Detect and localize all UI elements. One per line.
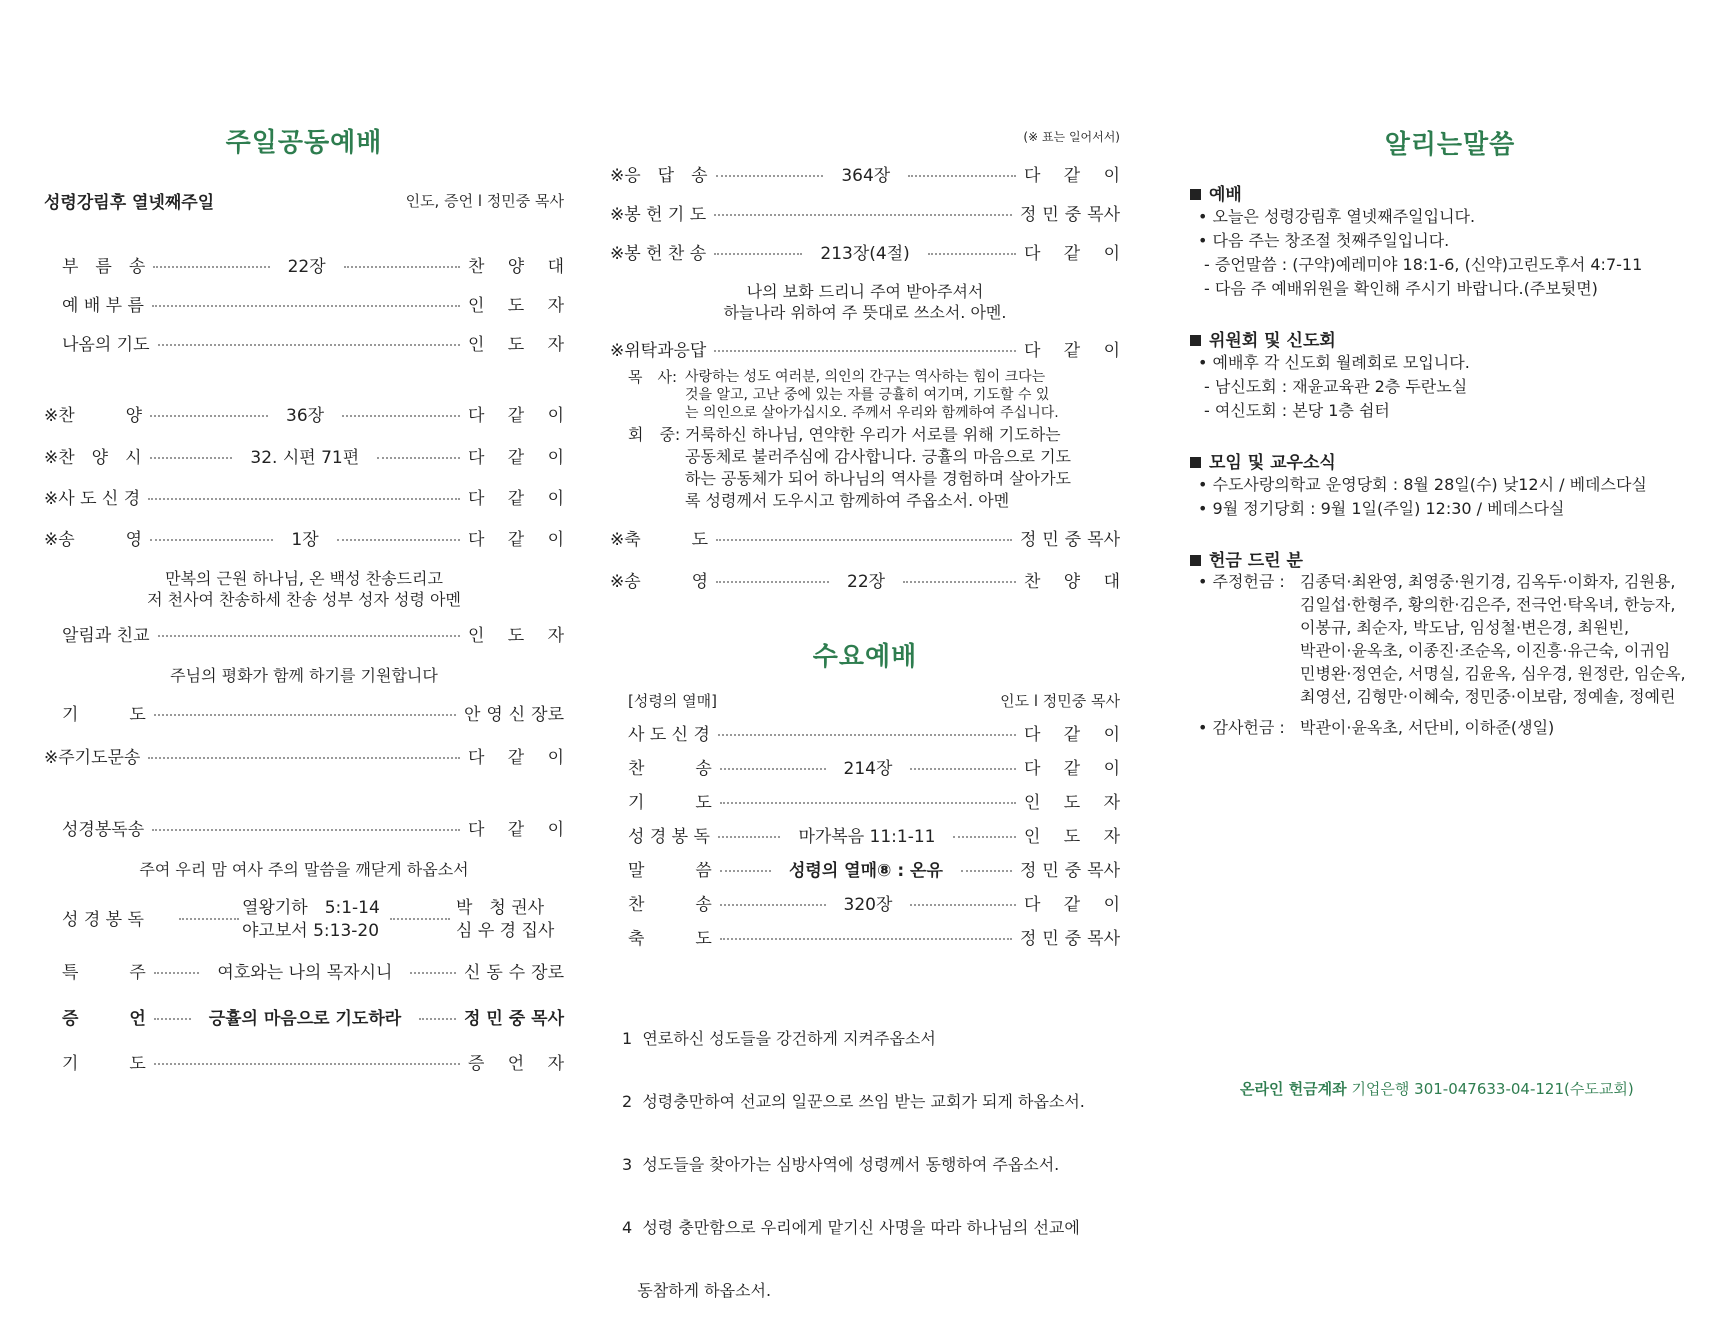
order-leader: 인 도 자	[1024, 792, 1120, 813]
order-label: 기 도	[62, 1053, 146, 1074]
order-detail: 364장	[841, 165, 891, 186]
tithe-names	[1300, 570, 1686, 708]
order-leader: 다 같 이	[468, 488, 564, 509]
tithe-line: 김종덕·최완영, 최영중·원기경, 김옥두·이화자, 김원용,	[1300, 572, 1676, 591]
order-label: 성 경 봉 독	[62, 910, 144, 930]
order-item	[44, 288, 564, 318]
online-account-number: 기업은행 301-047633-04-121(수도교회)	[1351, 1080, 1634, 1098]
order-label: 특 주	[62, 962, 146, 983]
section-heading: 위원회 및 신도회	[1190, 326, 1336, 351]
order-leader: 다 같 이	[1024, 243, 1120, 264]
order-item	[610, 236, 1120, 266]
notice-line: - 여신도회 : 본당 1층 쉼터	[1204, 401, 1390, 420]
order-leader: 찬 양 대	[468, 256, 564, 277]
order-label: 기 도	[628, 792, 712, 813]
order-item	[44, 1001, 564, 1031]
order-leader: 다 같 이	[468, 747, 564, 768]
order-label: 성 경 봉 독	[628, 826, 710, 847]
pastor-label: 목 사:	[628, 368, 678, 386]
order-item	[44, 327, 564, 357]
offering-line: 나의 보화 드리니 주여 받아주셔서	[746, 282, 984, 301]
wednesday-worship-title: 수요예배	[812, 642, 918, 672]
order-item	[44, 955, 564, 985]
order-item	[610, 785, 1120, 815]
order-item	[610, 522, 1120, 552]
order-label: ※사 도 신 경	[44, 488, 141, 509]
prayer-item: 3 성도들을 찾아가는 심방사역에 성령께서 동행하여 주옵소서.	[622, 1155, 1060, 1174]
dots-leader	[179, 918, 239, 920]
order-leader: 다 같 이	[1024, 165, 1121, 186]
order-leader: 다 같 이	[468, 529, 564, 550]
order-label: 증 언	[62, 1008, 146, 1029]
prayer-list	[622, 986, 1085, 1343]
order-item	[44, 1046, 564, 1076]
prayer-item: 4 성령 충만함으로 우리에게 맡기신 사명을 따라 하나님의 선교에	[622, 1218, 1080, 1237]
order-leader: 심 우 경 집사	[456, 921, 555, 941]
thanks-label: • 감사헌금 :	[1198, 718, 1285, 737]
order-detail: 야고보서 5:13-20	[242, 921, 380, 941]
order-leader: 정 민 중 목사	[464, 1008, 564, 1029]
order-item	[44, 812, 564, 842]
order-leader: 인 도 자	[468, 625, 564, 646]
order-leader: 다 같 이	[468, 447, 565, 468]
order-detail: 320장	[843, 894, 893, 915]
square-bullet-icon	[1190, 555, 1201, 566]
square-bullet-icon	[1190, 189, 1201, 200]
tithe-line: 김일섭·한형주, 황의한·김은주, 전극언·탁옥녀, 한능자,	[1300, 595, 1676, 614]
order-leader: 다 같 이	[1024, 894, 1121, 915]
square-bullet-icon	[1190, 335, 1201, 346]
order-leader: 다 같 이	[1024, 724, 1120, 745]
pastor-text: 사랑하는 성도 여러분, 의인의 간구는 역사하는 힘이 크다는	[685, 369, 1046, 385]
sunday-worship-title: 주일공동예배	[225, 128, 383, 158]
tithe-label: • 주정헌금 :	[1198, 572, 1285, 591]
thanks-names: 박관이·윤옥초, 서단비, 이하준(생일)	[1300, 718, 1555, 737]
section-heading: 헌금 드린 분	[1190, 546, 1303, 571]
congregation-label: 회 중:	[628, 425, 681, 444]
order-leader: 증 언 자	[468, 1053, 564, 1074]
prayer-item: 동참하게 하옵소서.	[622, 1281, 772, 1300]
dots-leader	[390, 918, 450, 920]
pastor-text: 는 의인으로 살아가십시오. 주께서 우리와 함께하여 주십니다.	[685, 405, 1059, 421]
order-detail: 32. 시편 71편	[250, 447, 360, 468]
order-label: 기 도	[62, 704, 146, 725]
prayer-item: 2 성령충만하여 선교의 일꾼으로 쓰임 받는 교회가 되게 하옵소서.	[622, 1092, 1085, 1111]
order-item	[44, 697, 564, 727]
congregation-text: 하는 공동체가 되어 하나님의 역사를 경험하며 살아가도	[685, 469, 1072, 488]
order-detail: 214장	[843, 758, 893, 779]
sunday-leader: 인도, 증언 l 정민중 목사	[405, 192, 564, 210]
order-label: 알림과 친교	[62, 625, 150, 646]
order-label: ※응 답 송	[610, 165, 708, 186]
order-label: 찬 송	[628, 894, 712, 915]
order-item	[610, 887, 1120, 917]
order-detail: 1장	[291, 529, 319, 550]
wednesday-leader: 인도 l 정민중 목사	[1000, 692, 1120, 710]
order-label: ※위탁과응답	[610, 340, 707, 361]
notice-line: • 다음 주는 창조절 첫째주일입니다.	[1198, 231, 1450, 250]
order-item	[610, 921, 1120, 951]
order-leader: 안 영 신 장로	[464, 704, 564, 725]
tithe-line: 박관이·윤옥초, 이종진·조순옥, 이진흥·유근숙, 이귀임	[1300, 641, 1671, 660]
order-detail: 22장	[287, 256, 326, 277]
order-item	[44, 481, 564, 511]
order-item	[610, 751, 1120, 781]
order-item	[610, 333, 1120, 363]
order-label: 말 씀	[628, 860, 712, 881]
order-leader: 다 같 이	[468, 819, 564, 840]
order-item	[610, 717, 1120, 747]
order-leader: 정 민 중 목사	[1020, 204, 1120, 225]
section-heading: 예배	[1190, 180, 1242, 205]
order-item	[44, 440, 564, 470]
order-label: ※찬 양 시	[44, 447, 142, 468]
order-label: 축 도	[628, 928, 712, 949]
order-item	[44, 398, 564, 428]
order-item	[610, 564, 1120, 594]
order-item	[610, 819, 1120, 849]
order-detail: 긍휼의 마음으로 기도하라	[208, 1008, 402, 1029]
order-detail: 여호와는 나의 목자시니	[217, 962, 393, 983]
order-item	[610, 197, 1120, 227]
order-label: ※축 도	[610, 529, 709, 550]
order-item	[44, 618, 564, 648]
order-leader: 다 같 이	[1024, 340, 1120, 361]
peace-line: 주님의 평화가 함께 하기를 기원합니다	[170, 666, 438, 685]
order-leader: 인 도 자	[1024, 826, 1121, 847]
notice-line: - 남신도회 : 재윤교육관 2층 두란노실	[1204, 377, 1468, 396]
order-item	[44, 249, 564, 279]
tithe-line: 이봉규, 최순자, 박도남, 임성철·변은경, 최원빈,	[1300, 618, 1630, 637]
order-detail: 마가복음 11:1-11	[798, 826, 936, 847]
notice-line: - 다음 주 예배위원을 확인해 주시기 바랍니다.(주보뒷면)	[1204, 279, 1598, 298]
order-label: 부 름 송	[62, 256, 146, 277]
prayer-item: 1 연로하신 성도들을 강건하게 지켜주옵소서	[622, 1029, 936, 1048]
order-detail: 열왕기하 5:1-14	[242, 898, 380, 918]
square-bullet-icon	[1190, 457, 1201, 468]
order-leader: 박 청 권사	[456, 898, 545, 918]
order-leader: 정 민 중 목사	[1020, 529, 1120, 550]
order-item	[44, 522, 564, 552]
order-item	[610, 158, 1120, 188]
notice-line: • 오늘은 성령강림후 열넷째주일입니다.	[1198, 207, 1476, 226]
order-detail: 성령의 열매⑧ : 온유	[788, 860, 943, 881]
order-detail: 213장(4절)	[820, 243, 910, 264]
order-detail: 36장	[286, 405, 325, 426]
order-label: 예 배 부 름	[62, 295, 144, 316]
order-leader: 정 민 중 목사	[1020, 928, 1120, 949]
sunday-subtitle: 성령강림후 열넷째주일	[44, 193, 215, 213]
order-detail: 22장	[847, 571, 886, 592]
notice-line: • 9월 정기당회 : 9월 1일(주일) 12:30 / 베데스다실	[1198, 499, 1565, 518]
standing-note: (※ 표는 일어서서)	[1023, 130, 1120, 144]
order-label: 찬 송	[628, 758, 712, 779]
order-label: ※송 영	[44, 529, 143, 550]
notices-title: 알리는말씀	[1384, 130, 1516, 160]
order-leader: 다 같 이	[1024, 758, 1121, 779]
order-leader: 인 도 자	[468, 334, 564, 355]
notice-line: • 수도사랑의학교 운영당회 : 8월 28일(수) 낮12시 / 베데스다실	[1198, 475, 1647, 494]
doxology-line: 만복의 근원 하나님, 온 백성 찬송드리고	[165, 569, 443, 588]
order-item	[610, 853, 1120, 883]
order-label: 나옴의 기도	[62, 334, 150, 355]
pastor-text: 것을 알고, 고난 중에 있는 자를 긍휼히 여기며, 기도할 수 있	[685, 387, 1050, 403]
order-label: ※주기도문송	[44, 747, 141, 768]
congregation-text: 록 성령께서 도우시고 함께하여 주옵소서. 아멘	[685, 491, 1010, 510]
congregation-text: 거룩하신 하나님, 연약한 우리가 서로를 위해 기도하는	[685, 425, 1061, 444]
doxology-line: 저 천사여 찬송하세 찬송 성부 성자 성령 아멘	[147, 590, 461, 609]
order-leader: 다 같 이	[468, 405, 564, 426]
order-leader: 정 민 중 목사	[1020, 860, 1121, 881]
order-leader: 찬 양 대	[1024, 571, 1120, 592]
online-account-label: 온라인 헌금계좌	[1240, 1080, 1347, 1098]
scripture-prayer-line: 주여 우리 맘 여사 주의 말씀을 깨닫게 하옵소서	[139, 860, 469, 879]
wednesday-series: [성령의 열매]	[628, 692, 717, 710]
offering-line: 하늘나라 위하여 주 뜻대로 쓰소서. 아멘.	[723, 303, 1007, 322]
order-item	[44, 740, 564, 770]
order-label: ※봉 헌 찬 송	[610, 243, 707, 264]
order-leader: 신 동 수 장로	[464, 962, 565, 983]
order-label: ※봉 헌 기 도	[610, 204, 707, 225]
tithe-line: 최영선, 김형만·이혜숙, 정민중·이보람, 정예솔, 정예린	[1300, 687, 1676, 706]
order-label: 성경봉독송	[62, 819, 145, 840]
order-label: ※찬 양	[44, 405, 143, 426]
order-label: ※송 영	[610, 571, 709, 592]
online-account	[1240, 1078, 1634, 1099]
order-leader: 인 도 자	[468, 295, 564, 316]
order-label: 사 도 신 경	[628, 724, 710, 745]
notice-line: • 예배후 각 신도회 월례회로 모입니다.	[1198, 353, 1470, 372]
section-heading: 모임 및 교우소식	[1190, 448, 1336, 473]
congregation-text: 공동체로 불러주심에 감사합니다. 긍휼의 마음으로 기도	[685, 447, 1072, 466]
notice-line: - 증언말씀 : (구약)예레미야 18:1-6, (신약)고린도후서 4:7-11	[1204, 255, 1643, 274]
tithe-line: 민병완·정연순, 서명실, 김윤옥, 심우경, 원정란, 임순옥,	[1300, 664, 1686, 683]
